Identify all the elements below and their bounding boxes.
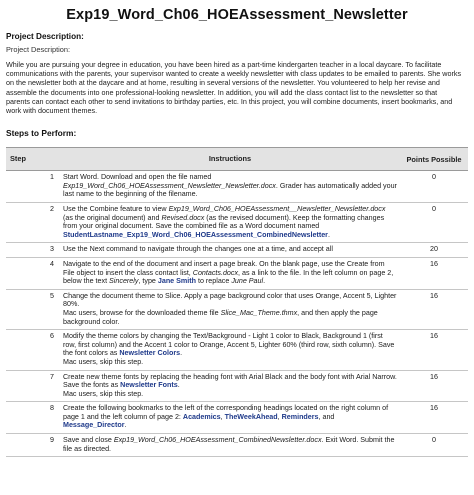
project-description: While you are pursuing your degree in education, you have been hired as a part-time kindergarten teacher in a local daycare. To facilitate communications with the parents, your supervisor wanted to create a weekly newsletter with class updates to be emailed to parents. She works on the newsletter both at the daycare and at home, resulting in several versions of the newsletter. You volunteered to help her revise and assemble the documents into one professional-looking newsletter. In addition, you will add the class contact list to the newsletter so that parents can contact each other to send invitations to birthday parties, etc. In this project, you will combine documents, insert bookmarks, and work with document themes. <box>6 60 462 116</box>
instruction-text: . <box>124 421 127 430</box>
instruction-text: Academics <box>182 412 221 421</box>
instruction-text: Jane Smith <box>157 277 196 286</box>
instruction-text: Mac users, skip this step. <box>63 389 144 398</box>
step-points: 16 <box>400 402 468 434</box>
step-instructions <box>60 203 400 243</box>
step-row <box>6 257 468 289</box>
instruction-text: , <box>220 412 225 421</box>
instruction-text: , as a link to the file. In the left column on page 2, below the text <box>63 268 394 286</box>
instruction-text: , type <box>138 277 158 286</box>
instruction-text: , <box>277 412 282 421</box>
instruction-text: Mac users, skip this step. <box>63 357 144 366</box>
step-number: 6 <box>6 330 60 370</box>
column-header-step: Step <box>6 148 60 171</box>
column-header-points: Points Possible <box>400 148 468 171</box>
step-instructions <box>60 434 400 457</box>
step-row <box>6 171 468 203</box>
instruction-text: Create new theme fonts by replacing the heading font with Arial Black and the body font with Arial Narrow. Save the fonts as <box>63 372 397 390</box>
step-number: 1 <box>6 171 60 203</box>
steps-body <box>6 171 468 457</box>
instruction-text: . Exit Word. Submit the file as directed. <box>63 436 395 453</box>
step-row <box>6 330 468 370</box>
step-row <box>6 289 468 329</box>
instruction-text: June Paul <box>231 277 264 286</box>
step-number: 7 <box>6 370 60 402</box>
step-number: 4 <box>6 257 60 289</box>
instruction-text: . <box>327 230 330 239</box>
project-subheading: Project Description: <box>6 45 71 54</box>
step-instructions <box>60 171 400 203</box>
instruction-text: . Grader has automatically added your last name to the beginning of the filename. <box>63 181 397 199</box>
instruction-text: Save and close <box>63 436 114 445</box>
instruction-text: . <box>180 349 183 358</box>
steps-table <box>6 147 468 457</box>
instruction-text: Contacts.docx <box>192 268 239 277</box>
step-points: 0 <box>400 203 468 243</box>
instruction-text: Newsletter Colors <box>119 349 181 358</box>
instruction-text: (as the original document) and <box>63 213 162 222</box>
instruction-text: Change the document theme to Slice. Apply a page background color that uses Orange, Accent 5, Lighter 80%. <box>63 291 397 309</box>
step-points: 16 <box>400 370 468 402</box>
instruction-text: TheWeekAhead <box>224 412 278 421</box>
instruction-text: Slice_Mac_Theme.thmx <box>220 308 298 317</box>
project-heading: Project Description: <box>6 32 84 41</box>
instruction-text: Message_Director <box>63 421 125 430</box>
instruction-text: . <box>263 277 266 286</box>
instruction-text: Sincerely <box>109 277 139 286</box>
instruction-text: Exp19_Word_Ch06_HOEAssessment_CombinedNewsletter.docx <box>113 436 322 445</box>
step-number: 3 <box>6 243 60 258</box>
step-number: 9 <box>6 434 60 457</box>
instruction-text: to replace <box>195 277 232 286</box>
instruction-text: Mac users, browse for the downloaded theme file <box>63 308 221 317</box>
instruction-text: . <box>177 381 180 390</box>
instruction-text: Modify the theme colors by changing the Text/Background - Light 1 color to Black, Background 1 (first row, first column) and the Accent 1 color to Orange, Accent 5, Lighter 60% (third row, sixth column). Save the font colors as <box>63 332 395 358</box>
step-row <box>6 203 468 243</box>
instruction-text: Start Word. Download and open the file named <box>63 173 212 182</box>
instruction-text: Reminders <box>281 412 319 421</box>
page-title: Exp19_Word_Ch06_HOEAssessment_Newsletter <box>66 7 408 23</box>
step-points: 16 <box>400 330 468 370</box>
instruction-text: Exp19_Word_Ch06_HOEAssessment__Newsletter_Newsletter.docx <box>168 205 386 213</box>
steps-heading: Steps to Perform: <box>6 128 77 139</box>
instruction-text: Create the following bookmarks to the left of the corresponding headings located on the right column of page 1 and the left column of page 2: <box>63 404 389 421</box>
step-points: 0 <box>400 434 468 457</box>
instruction-text: Navigate to the end of the document and insert a page break. On the blank page, use the Create from File object to insert the class contact list, <box>63 259 385 277</box>
instruction-text: Exp19_Word_Ch06_HOEAssessment_Newsletter_Newsletter.docx <box>63 181 276 190</box>
instruction-text: , and <box>318 412 335 421</box>
step-number: 8 <box>6 402 60 434</box>
instruction-text: , and then apply the page background color. <box>63 308 378 326</box>
step-instructions <box>60 243 400 258</box>
step-instructions <box>60 289 400 329</box>
instruction-text: Use the Combine feature to view <box>63 205 169 213</box>
step-points: 0 <box>400 171 468 203</box>
step-instructions <box>60 330 400 370</box>
instruction-text: (as the revised document). Keep the formatting changes from your original document. Save the combined file as a Word document named <box>63 213 385 231</box>
step-instructions <box>60 370 400 402</box>
step-row <box>6 243 468 258</box>
step-instructions <box>60 257 400 289</box>
instruction-text: StudentLastname_Exp19_Word_Ch06_HOEAssessment_CombinedNewsletter <box>63 230 328 239</box>
step-instructions <box>60 402 400 434</box>
instruction-text: Use the Next command to navigate through the changes one at a time, and accept all <box>63 245 333 254</box>
step-points: 16 <box>400 289 468 329</box>
instruction-text: Newsletter Fonts <box>120 381 178 390</box>
instruction-text: Revised.docx <box>161 213 205 222</box>
column-header-instructions: Instructions <box>60 148 400 171</box>
step-number: 5 <box>6 289 60 329</box>
step-row <box>6 370 468 402</box>
step-number: 2 <box>6 203 60 243</box>
steps-header-row <box>6 148 468 171</box>
step-points: 16 <box>400 257 468 289</box>
step-points: 20 <box>400 243 468 258</box>
step-row <box>6 402 468 434</box>
step-row <box>6 434 468 457</box>
